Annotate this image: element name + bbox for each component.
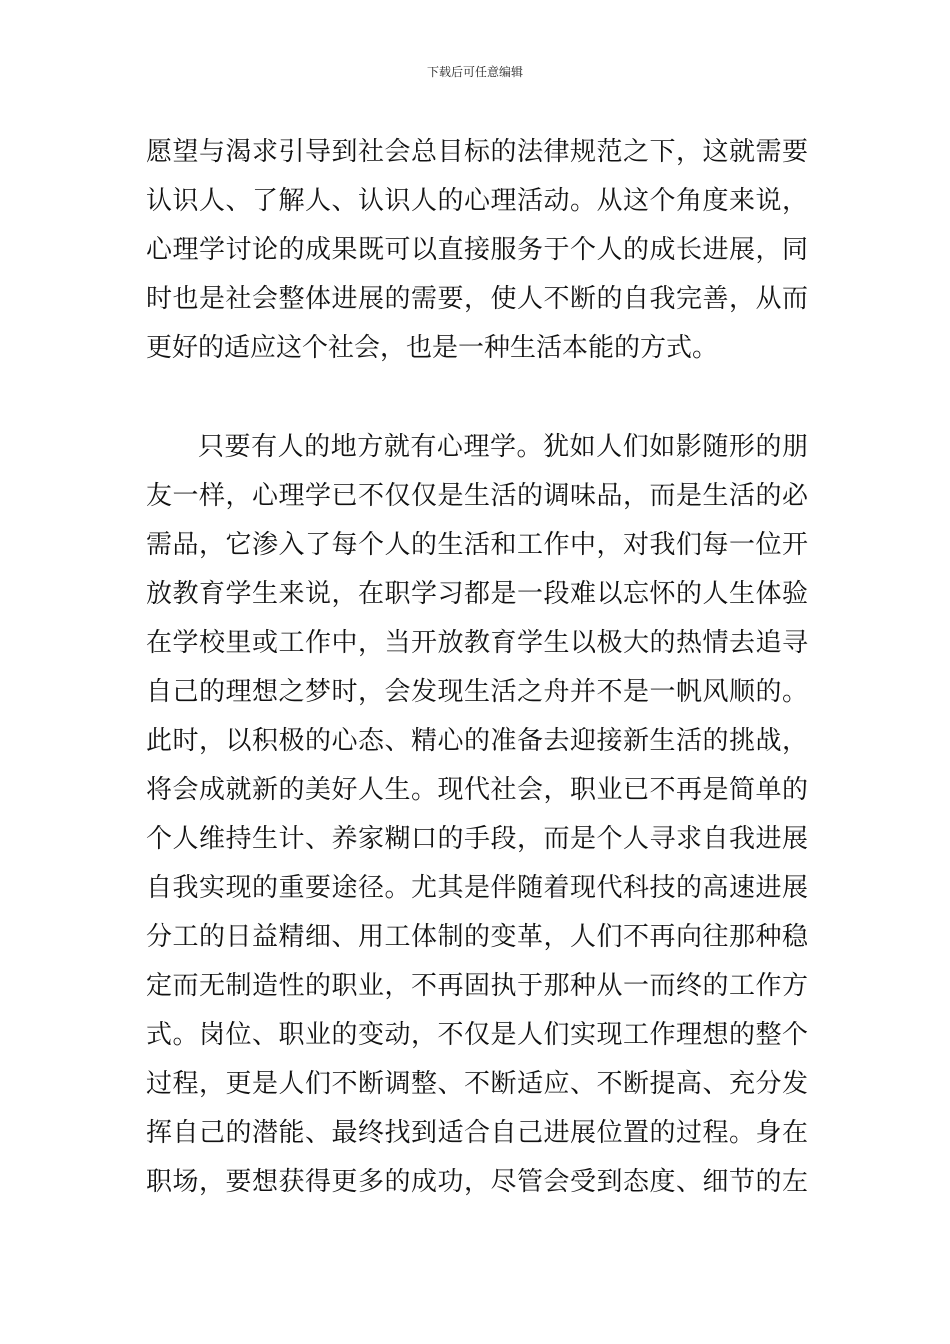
- paragraph-line: 在学校里或工作中，当开放教育学生以极大的热情去追寻: [146, 628, 808, 658]
- paragraph-line: 友一样，心理学已不仅仅是生活的调味品，而是生活的必: [146, 481, 808, 511]
- paragraph-line: 过程，更是人们不断调整、不断适应、不断提高、充分发: [146, 1069, 808, 1099]
- paragraph-line: 将会成就新的美好人生。现代社会，职业已不再是简单的: [146, 775, 808, 805]
- paragraph-line: 放教育学生来说，在职学习都是一段难以忘怀的人生体验: [146, 579, 808, 609]
- paragraph-line: 挥自己的潜能、最终找到适合自己进展位置的过程。身在: [146, 1118, 808, 1148]
- paragraph-line: 更好的适应这个社会，也是一种生活本能的方式。: [146, 333, 719, 363]
- paragraph-line: 认识人、了解人、认识人的心理活动。从这个角度来说，: [146, 186, 808, 216]
- paragraph-line: 分工的日益精细、用工体制的变革，人们不再向往那种稳: [146, 922, 808, 952]
- paragraph-line: 个人维持生计、养家糊口的手段，而是个人寻求自我进展: [146, 824, 808, 854]
- paragraph-line: 自我实现的重要途径。尤其是伴随着现代科技的高速进展: [146, 873, 808, 903]
- paragraph-line: 职场，要想获得更多的成功，尽管会受到态度、细节的左: [146, 1167, 808, 1197]
- paragraph-line: 式。岗位、职业的变动，不仅是人们实现工作理想的整个: [146, 1020, 808, 1050]
- paragraph-line: 此时，以积极的心态、精心的准备去迎接新生活的挑战，: [146, 726, 808, 756]
- paragraph-line: 时也是社会整体进展的需要，使人不断的自我完善，从而: [146, 284, 808, 314]
- paragraph-1: [146, 128, 808, 373]
- paragraph-line: 心理学讨论的成果既可以直接服务于个人的成长进展，同: [146, 235, 808, 265]
- paragraph-line: 只要有人的地方就有心理学。犹如人们如影随形的朋: [198, 432, 808, 462]
- paragraph-2: [146, 423, 808, 1207]
- paragraph-line: 自己的理想之梦时，会发现生活之舟并不是一帆风顺的。: [146, 677, 808, 707]
- page-header: 下载后可任意编辑: [426, 65, 523, 79]
- paragraph-line: 定而无制造性的职业，不再固执于那种从一而终的工作方: [146, 971, 808, 1001]
- paragraph-line: 需品，它渗入了每个人的生活和工作中，对我们每一位开: [146, 530, 808, 560]
- paragraph-line: 愿望与渴求引导到社会总目标的法律规范之下，这就需要: [146, 137, 808, 167]
